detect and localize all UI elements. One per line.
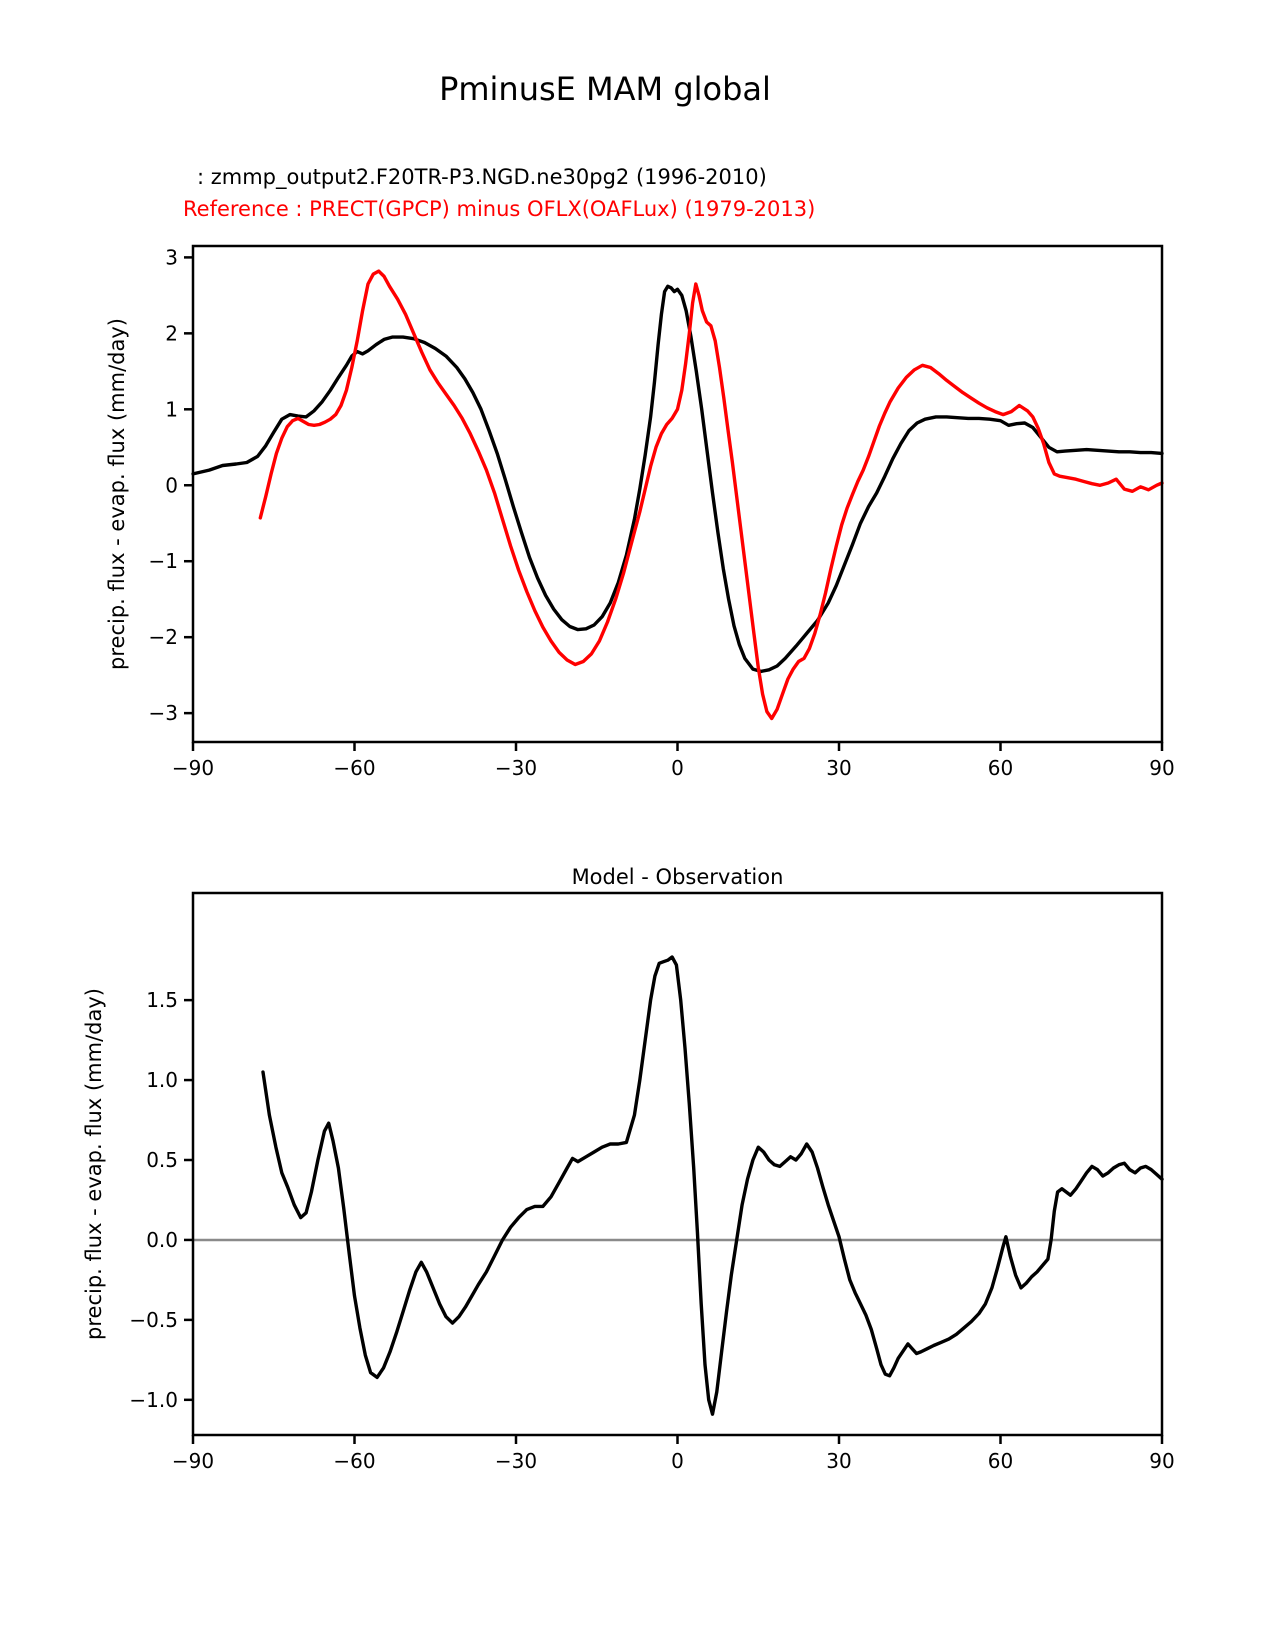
y-tick-label: 2 [165, 321, 178, 346]
y-tick-label: −3 [148, 701, 178, 726]
axes-frame [193, 246, 1162, 742]
x-tick-label: −90 [171, 1449, 215, 1473]
y-tick-label: 1.0 [146, 1068, 178, 1093]
y-tick-label: −1 [148, 549, 178, 574]
difference-line [263, 957, 1162, 1414]
y-tick-label: 1.5 [146, 988, 178, 1013]
x-tick-label: 30 [826, 1449, 852, 1473]
x-tick-label: 0 [671, 756, 684, 780]
legend-model-label: : zmmp_output2.F20TR-P3.NGD.ne30pg2 (1996-2010) [197, 165, 767, 189]
x-tick-label: −30 [494, 1449, 538, 1473]
y-axis-label: precip. flux - evap. flux (mm/day) [82, 988, 106, 1340]
y-tick-label: −2 [148, 625, 178, 650]
y-tick-label: 0.5 [146, 1148, 178, 1173]
x-tick-label: 0 [671, 1449, 684, 1473]
plot-title: Model - Observation [571, 865, 784, 889]
y-axis-label: precip. flux - evap. flux (mm/day) [105, 318, 129, 670]
model-line [193, 286, 1162, 671]
x-tick-label: 60 [987, 756, 1014, 780]
x-tick-label: −30 [494, 756, 538, 780]
y-tick-label: 0.0 [146, 1227, 178, 1252]
x-tick-label: −90 [171, 756, 215, 780]
x-tick-label: −60 [333, 756, 376, 780]
y-tick-label: 1 [165, 397, 178, 422]
y-tick-label: 3 [165, 245, 178, 270]
x-tick-label: 60 [987, 1449, 1014, 1473]
y-tick-label: 0 [165, 473, 178, 498]
x-tick-label: 90 [1149, 1449, 1175, 1473]
top-plot [105, 245, 1175, 780]
legend-reference-label: Reference : PRECT(GPCP) minus OFLX(OAFLux) (1979-2013) [183, 197, 816, 221]
y-tick-label: −0.5 [129, 1307, 178, 1332]
y-tick-label: −1.0 [129, 1387, 178, 1412]
x-tick-label: 30 [826, 756, 852, 780]
x-tick-label: 90 [1149, 756, 1175, 780]
x-tick-label: −60 [333, 1449, 376, 1473]
bottom-plot [82, 865, 1175, 1473]
figure-title: PminusE MAM global [439, 70, 771, 108]
